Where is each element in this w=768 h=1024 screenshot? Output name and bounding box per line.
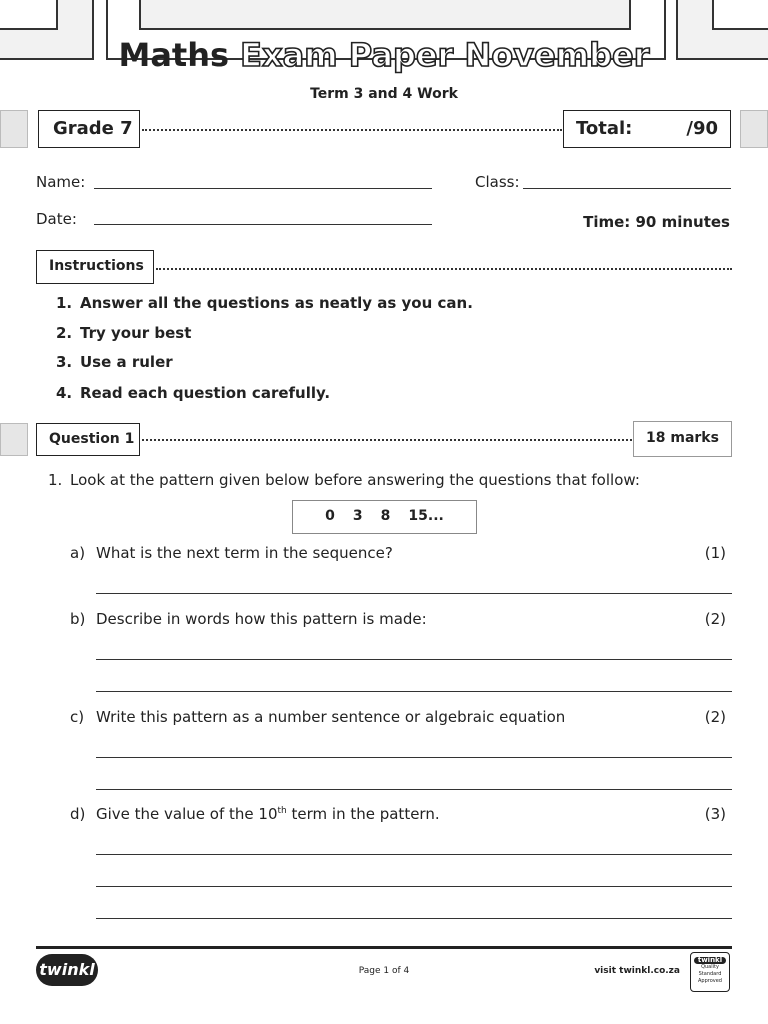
instruction-item [56,294,473,312]
page-subtitle: Term 3 and 4 Work [310,86,458,102]
title-outline: Exam Paper November [240,36,650,74]
question-heading-box [36,423,140,456]
question-marks: 18 marks [646,430,719,446]
answer-line[interactable] [96,593,732,594]
grade-dotted-line [142,129,562,131]
question-part-b [70,610,427,628]
question-intro-text: Look at the pattern given below before answering the questions that follow: [70,471,640,489]
instruction-number: 1. [56,294,73,312]
part-letter: c) [70,708,85,726]
question-part-d [70,805,440,823]
question-heading: Question 1 [49,431,135,447]
visit-link[interactable]: visit twinkl.co.za [594,966,680,976]
time-allowed: Time: 90 minutes [583,213,730,231]
name-field[interactable] [94,188,432,189]
answer-line[interactable] [96,757,732,758]
answer-line[interactable] [96,659,732,660]
part-text: Describe in words how this pattern is made: [96,610,427,628]
instruction-text: Use a ruler [80,353,173,371]
instruction-number: 4. [56,384,73,402]
seal-text: Quality Standard Approved [698,964,722,984]
pattern-term: 0 [325,508,335,524]
grade-box [38,110,140,148]
question-part-c [70,708,565,726]
instruction-item [56,353,173,371]
instruction-item [56,324,191,342]
pattern-box [292,500,477,534]
footer-rule [36,946,732,949]
pattern-term: 8 [380,508,391,524]
instructions-dotted-line [156,268,732,270]
part-letter: b) [70,610,86,628]
total-label: Total: [576,118,633,139]
answer-line[interactable] [96,886,732,887]
part-text-before: Give the value of the 10 [96,805,278,823]
quality-seal-icon [690,952,730,992]
instructions-heading: Instructions [49,258,144,274]
grade-label: Grade 7 [53,118,133,139]
answer-line[interactable] [96,854,732,855]
answer-line[interactable] [96,789,732,790]
class-label: Class: [475,173,520,191]
name-label: Name: [36,173,86,191]
part-superscript: th [277,806,287,816]
side-tab-right [740,110,768,148]
seal-brand: twinkl [694,957,726,964]
answer-line[interactable] [96,691,732,692]
part-mark: (2) [704,610,726,628]
corner-frame-left-inner [0,0,58,30]
part-letter: a) [70,544,86,562]
part-mark: (2) [704,708,726,726]
question-side-tab [0,423,28,456]
instruction-number: 2. [56,324,73,342]
question-dotted-line [142,439,632,441]
class-field[interactable] [523,188,731,189]
twinkl-logo: twinkl [36,954,98,986]
answer-line[interactable] [96,918,732,919]
question-marks-box [633,421,732,457]
part-letter: d) [70,805,86,823]
pattern-term: 15... [408,508,444,524]
page-number: Page 1 of 4 [358,966,410,976]
part-mark: (3) [704,805,726,823]
pattern-term: 3 [352,508,363,524]
side-tab-left [0,110,28,148]
instructions-heading-box [36,250,154,284]
part-text: What is the next term in the sequence? [96,544,393,562]
part-mark: (1) [704,544,726,562]
total-value: /90 [686,118,718,139]
instruction-text: Answer all the questions as neatly as you can. [80,294,473,312]
title-plain: Maths [118,36,230,74]
instruction-number: 3. [56,353,73,371]
top-center-inner-frame [139,0,631,30]
date-field[interactable] [94,224,432,225]
question-intro [48,471,640,489]
date-label: Date: [36,210,77,228]
instruction-item [56,384,330,402]
part-text-after: term in the pattern. [286,805,440,823]
instruction-text: Read each question carefully. [80,384,331,402]
corner-frame-right-inner [712,0,768,30]
total-box [563,110,731,148]
page-title [0,36,768,74]
question-part-a [70,544,393,562]
instruction-text: Try your best [80,324,192,342]
part-text: Write this pattern as a number sentence or algebraic equation [96,708,566,726]
question-intro-number: 1. [48,471,63,489]
